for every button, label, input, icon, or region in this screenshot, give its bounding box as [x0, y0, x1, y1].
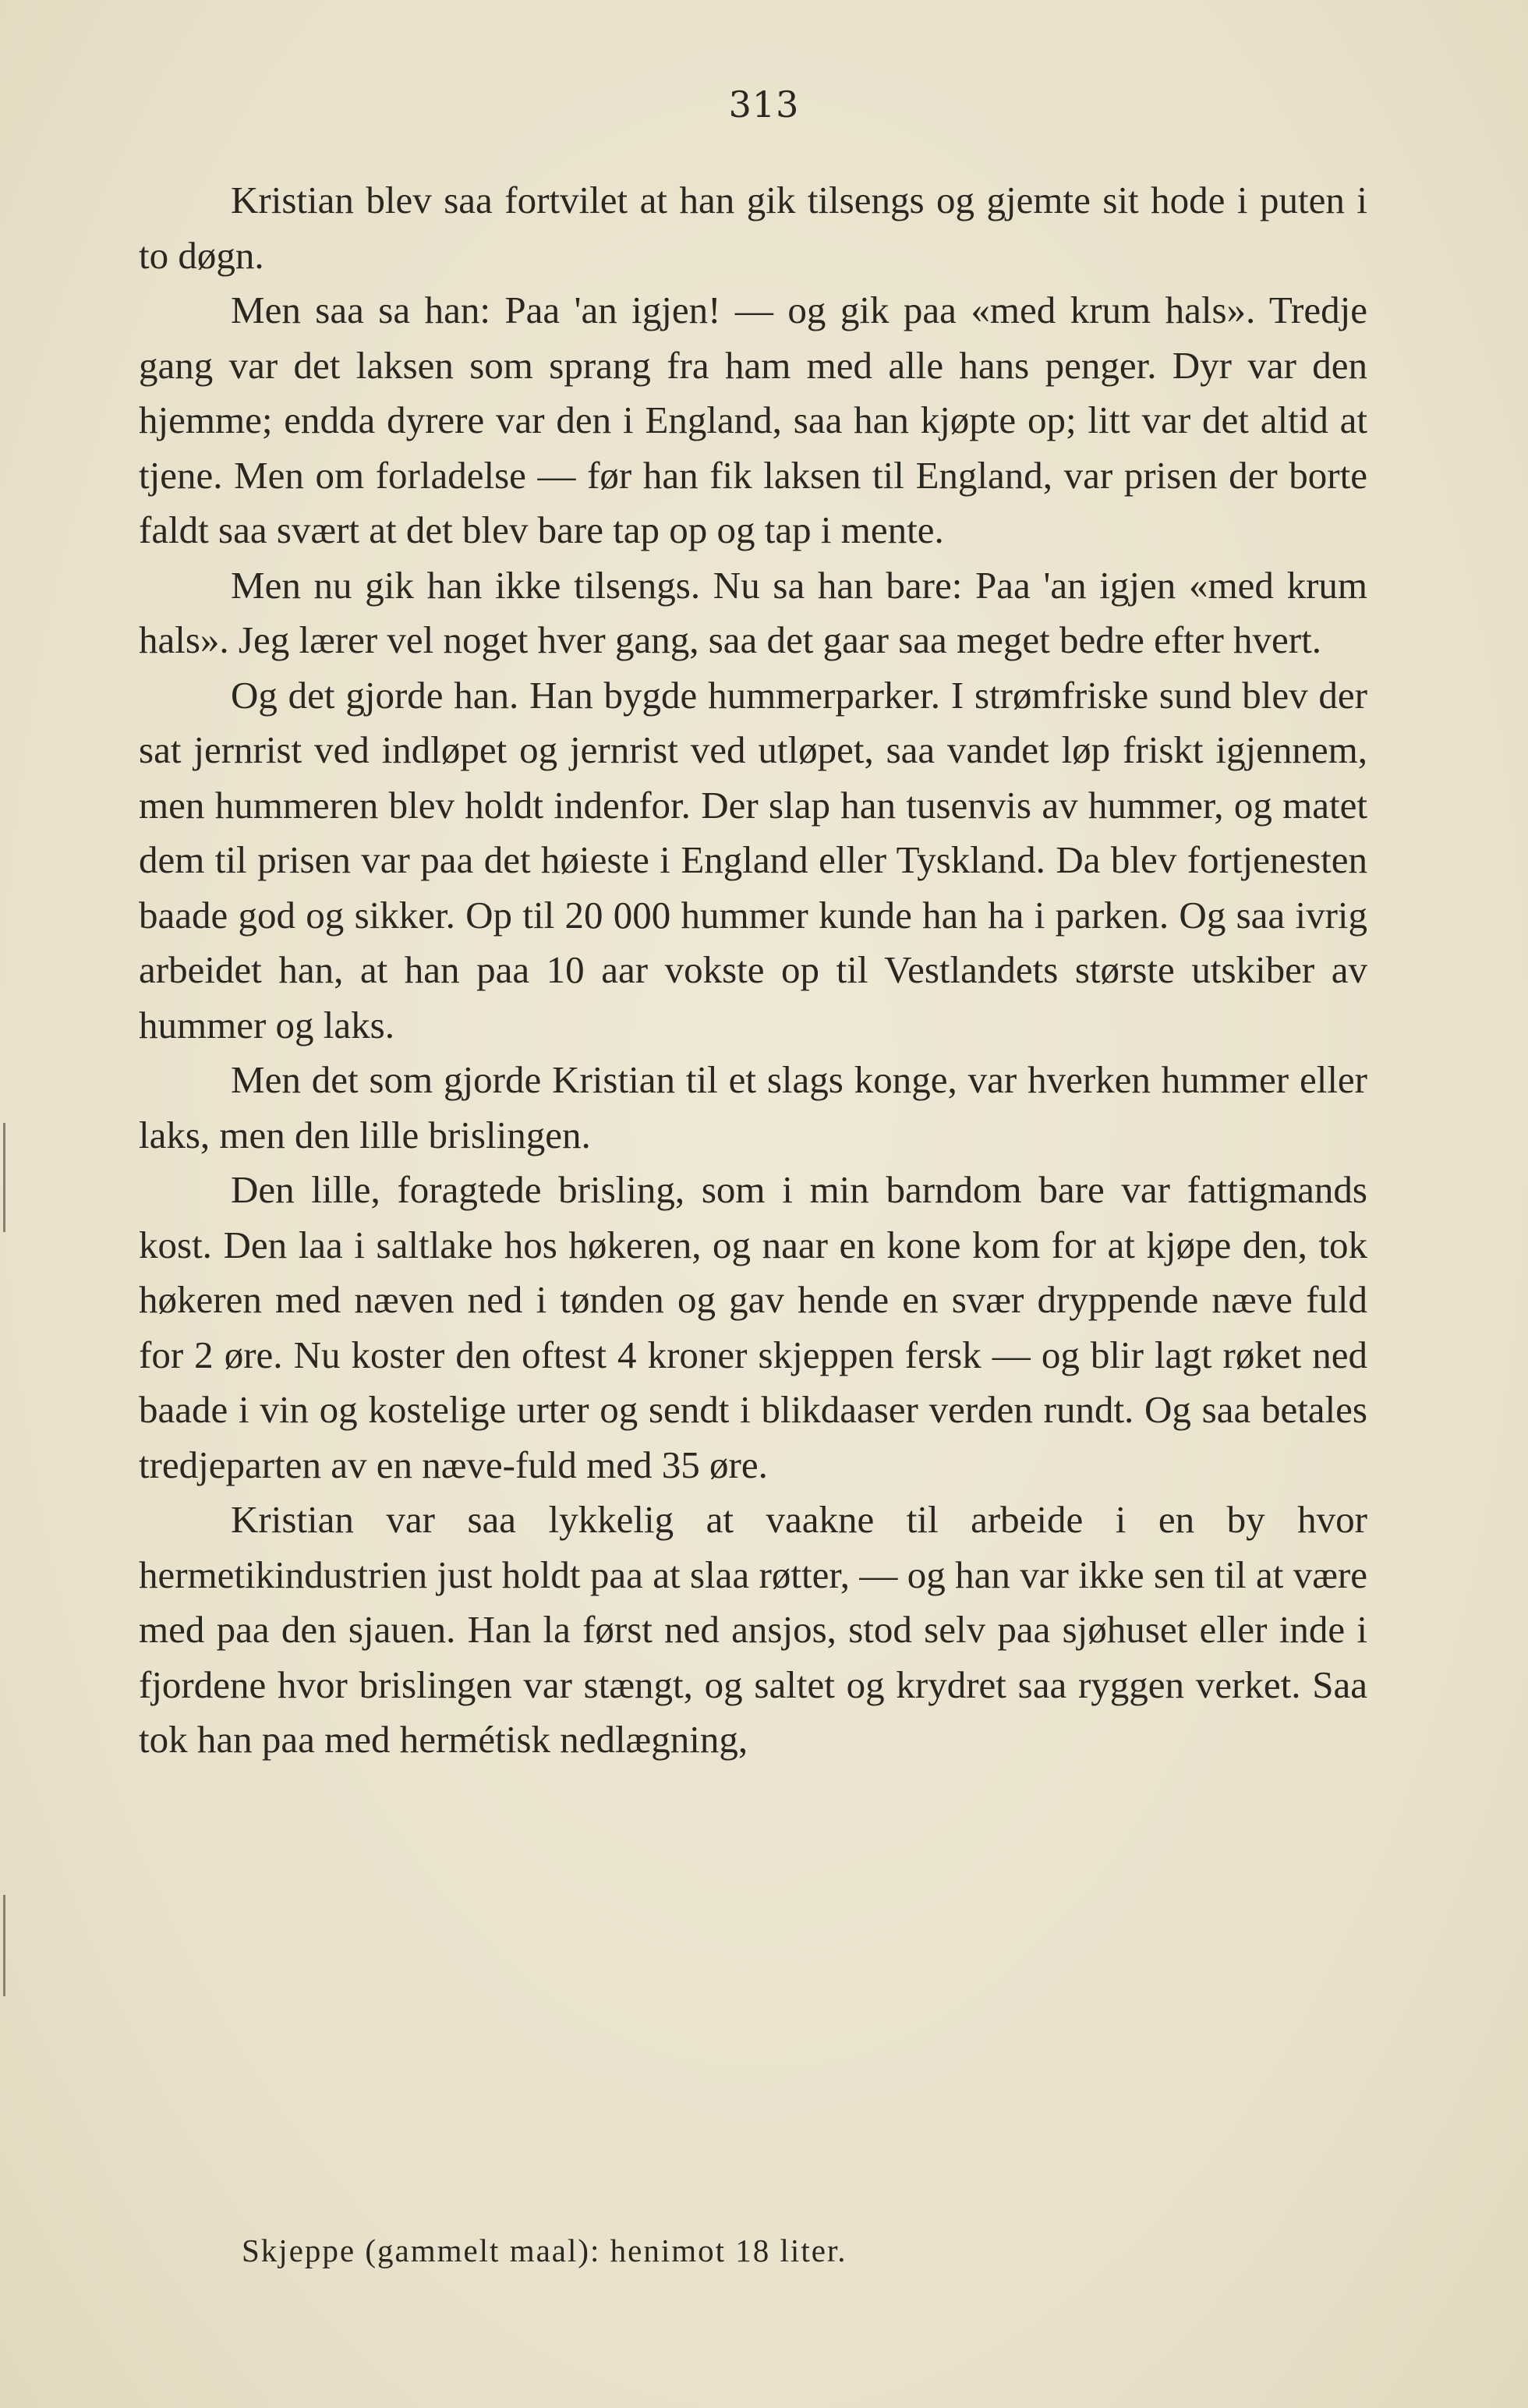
paragraph: Men det som gjorde Kristian til et slags konge, var hverken hummer eller laks, men den lille brislingen.: [139, 1058, 1367, 1156]
paragraph: Den lille, foragtede brisling, som i min barndom bare var fattigmands kost. Den laa i saltlake hos høkeren, og naar en kone kom for at kjøpe den, tok høkeren med næven ned i tønden og gav hende en svær dryppende næve fuld for 2 øre. Nu koster den oftest 4 kroner skjeppen fersk — og blir lagt røket ned baade i vin og kostelige urter og sendt i blikdaaser verden rundt. Og saa betales tredjeparten av en næve-fuld med 35 øre.: [139, 1168, 1367, 1486]
page-edge-mark: [3, 1123, 5, 1232]
paragraph: Kristian blev saa fortvilet at han gik tilsengs og gjemte sit hode i puten i to døgn.: [139, 179, 1367, 277]
paragraph: Og det gjorde han. Han bygde hummerparker. I strømfriske sund blev der sat jernrist ved indløpet og jernrist ved utløpet, saa vandet løp friskt igjennem, men hummeren blev holdt indenfor. Der slap han tusenvis av hummer, og matet dem til prisen var paa det høieste i England eller Tyskland. Da blev fortjenesten baade god og sikker. Op til 20 000 hummer kunde han ha i parken. Og saa ivrig arbeidet han, at han paa 10 aar vokste op til Vestlandets største utskiber av hummer og laks.: [139, 673, 1367, 1046]
page-edge-mark: [3, 1895, 5, 1996]
page-number: 313: [728, 83, 800, 126]
footnote: Skjeppe (gammelt maal): henimot 18 liter.: [242, 2233, 847, 2268]
paragraph: Kristian var saa lykkelig at vaakne til arbeide i en by hvor hermetikindustrien just holdt paa at slaa røtter, — og han var ikke sen til at være med paa den sjauen. Han la først ned ansjos, stod selv paa sjøhuset eller inde i fjordene hvor brislingen var stængt, og saltet og krydret saa ryggen verket. Saa tok han paa med hermétisk nedlægning,: [139, 1498, 1367, 1761]
paragraph: Men saa sa han: Paa 'an igjen! — og gik paa «med krum hals». Tredje gang var det laksen som sprang fra ham med alle hans penger. Dyr var den hjemme; endda dyrere var den i England, saa han kjøpte op; litt var det altid at tjene. Men om forladelse — før han fik laksen til England, var prisen der borte faldt saa svært at det blev bare tap op og tap i mente.: [139, 289, 1367, 551]
body-text: [139, 173, 1367, 1768]
paragraph: Men nu gik han ikke tilsengs. Nu sa han bare: Paa 'an igjen «med krum hals». Jeg lærer vel noget hver gang, saa det gaar saa meget bedre efter hvert.: [139, 563, 1367, 661]
